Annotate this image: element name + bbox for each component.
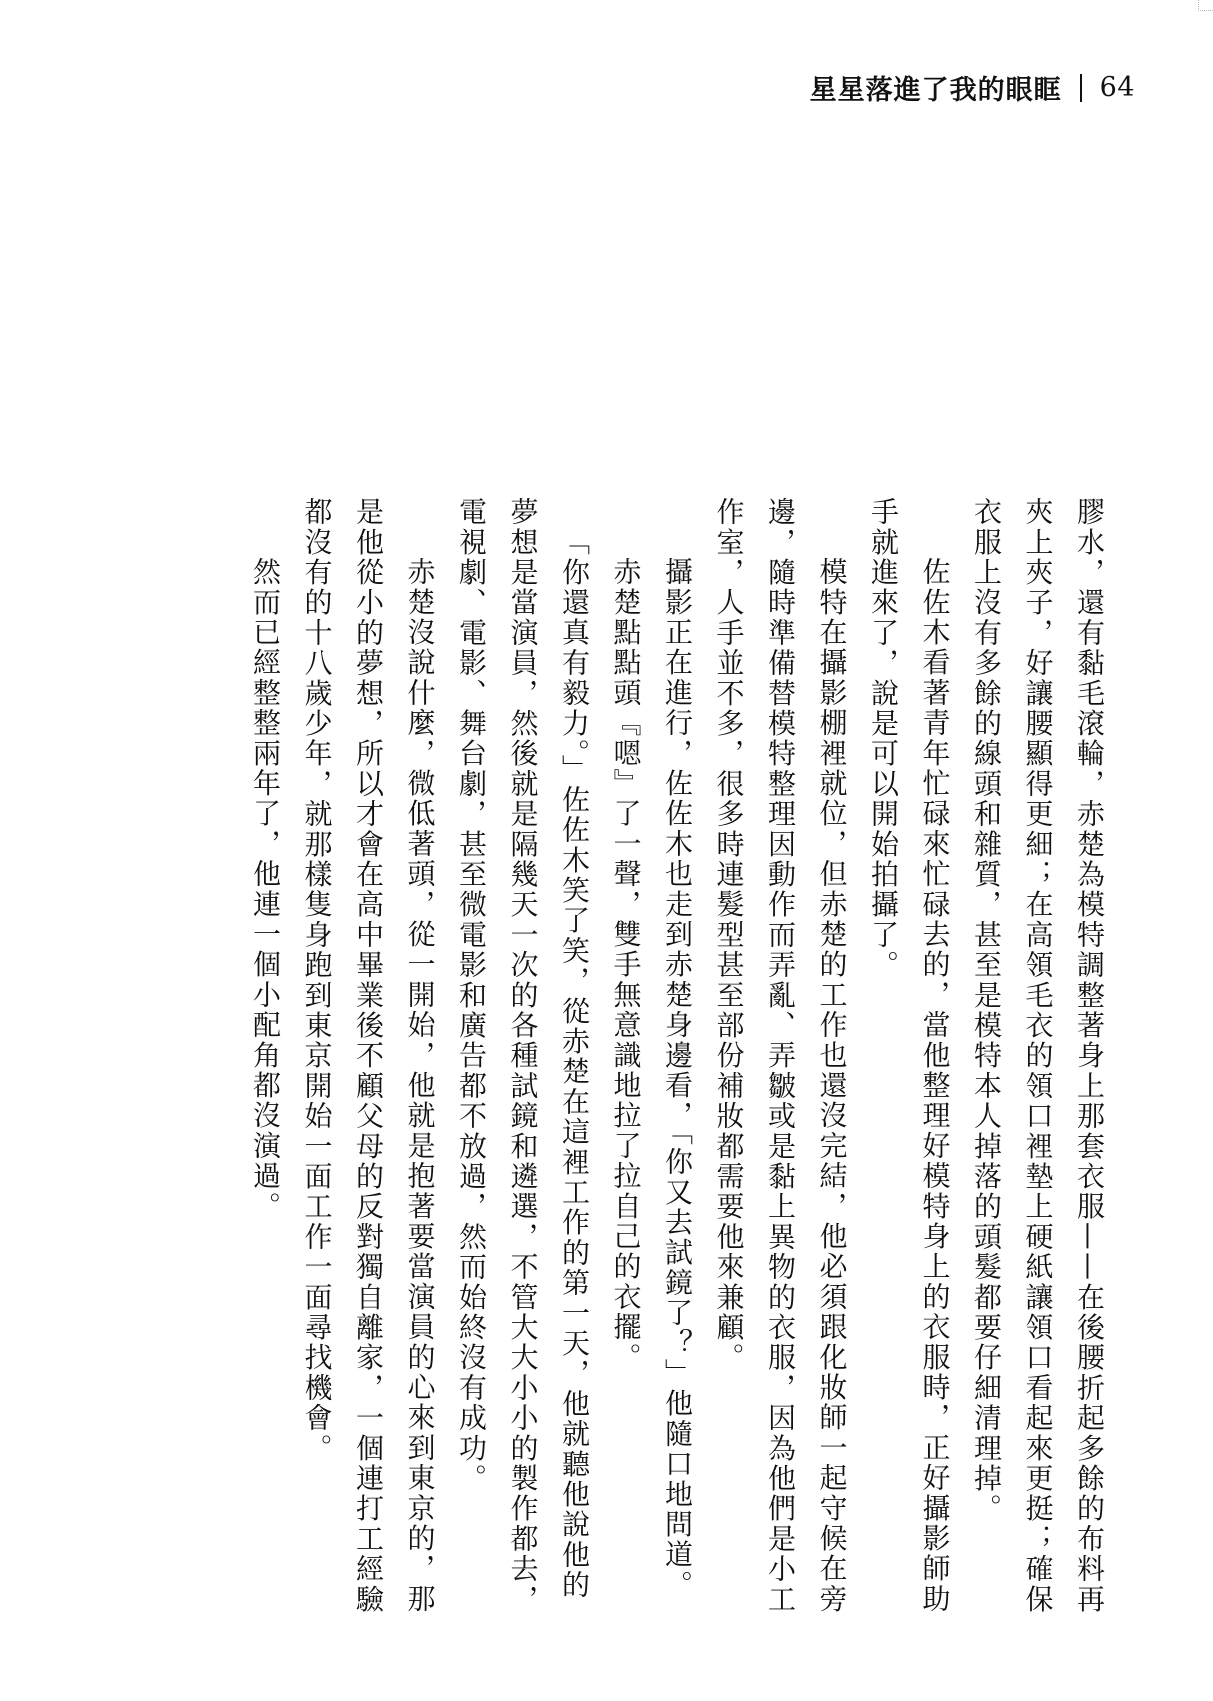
paragraph-6-text: 「你還真有毅力。」佐佐木笑了笑，從赤楚在這裡工作的第一天，他就聽他說他的夢想是當演員，然後就是隔幾天一次的各種試鏡和遴選，不管大大小小的製作都去，電視劇、電影、舞台劇，甚至微電影和廣告都不放過，然而始終沒有成功。	[455, 497, 591, 1615]
book-title: 星星落進了我的眼眶	[809, 75, 1062, 106]
running-header	[810, 68, 1135, 107]
paragraph-2	[858, 497, 961, 1627]
crop-mark	[1198, 0, 1213, 11]
paragraph-7	[291, 497, 446, 1627]
paragraph-8	[240, 497, 292, 1627]
paragraph-7-text: 赤楚沒說什麼，微低著頭，從一開始，他就是抱著要當演員的心來到東京的，那是他從小的夢想，所以才會在高中畢業後不顧父母的反對獨自離家，一個連打工經驗都沒有的十八歲少年，就那樣隻身跑到東京開始一面工作一面尋找機會。	[300, 497, 437, 1615]
paragraph-5-text: 赤楚點點頭『嗯』了一聲，雙手無意識地拉了拉自己的衣擺。	[609, 557, 643, 1373]
header-separator	[1080, 74, 1082, 102]
body-text	[240, 497, 1116, 1627]
paragraph-1: 膠水，還有黏毛滾輪，赤楚為模特調整著身上那套衣服——在後腰折起多餘的布料再夾上夾子，好讓腰顯得更細；在高領毛衣的領口裡墊上硬紙讓領口看起來更挺；確保衣服上沒有多餘的線頭和雜質，甚至是模特本人掉落的頭髮都要仔細清理掉。	[970, 497, 1106, 1615]
paragraph-5	[600, 497, 652, 1627]
paragraph-6	[446, 497, 601, 1627]
paragraph-3-text: 模特在攝影棚裡就位，但赤楚的工作也還沒完結，他必須跟化妝師一起守候在旁邊，隨時準備替模特整理因動作而弄亂、弄皺或是黏上異物的衣服，因為他們是小工作室，人手並不多，很多時連髮型甚至部份補妝都需要他來兼顧。	[712, 497, 849, 1615]
page-number: 64	[1099, 72, 1135, 103]
paragraph-4-text: 攝影正在進行，佐佐木也走到赤楚身邊看，「你又去試鏡了？」他隨口地問道。	[661, 557, 694, 1600]
paragraph-3	[703, 497, 858, 1627]
paragraph-2-text: 佐佐木看著青年忙碌來忙碌去的，當他整理好模特身上的衣服時，正好攝影師助手就進來了，說是可以開始拍攝了。	[867, 497, 952, 1614]
paragraph-4	[652, 497, 704, 1627]
paragraph-8-text: 然而已經整整兩年了，他連一個小配角都沒演過。	[249, 557, 282, 1222]
